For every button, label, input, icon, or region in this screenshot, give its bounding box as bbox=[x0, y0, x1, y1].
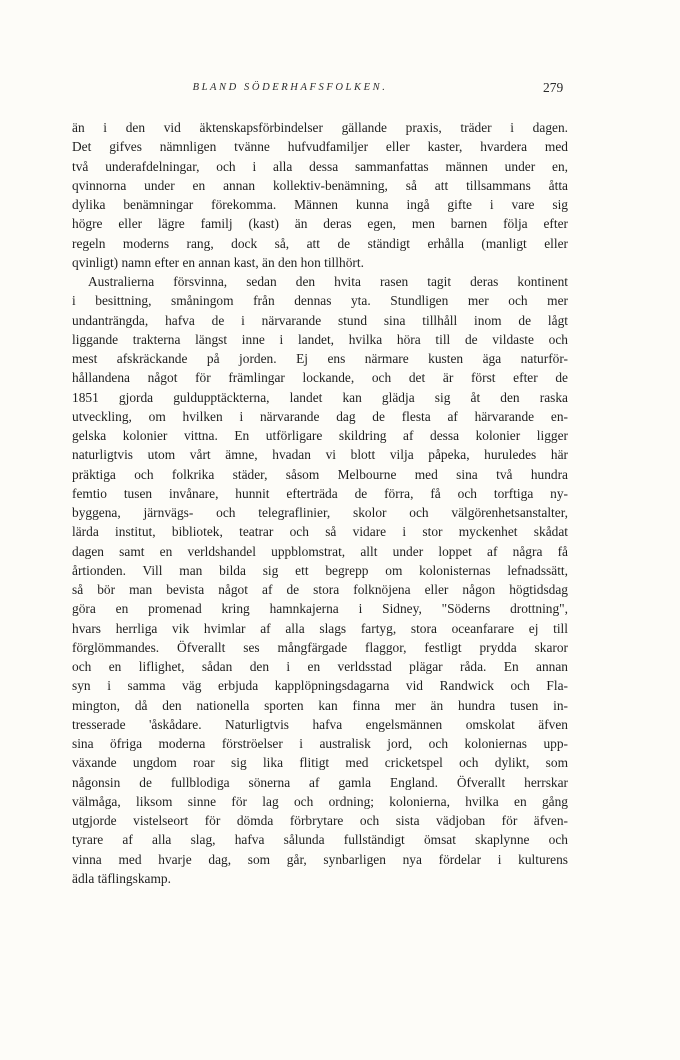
text-line: dagen samt en verldshandel uppblomstrat, allt under loppet af några få bbox=[72, 543, 568, 559]
text-line: ädla täflingskamp. bbox=[72, 870, 171, 886]
text-line: göra en promenad kring hamnkajerna i Sidney, "Söderns drottning", bbox=[72, 601, 568, 617]
text-line: 1851 gjorda guldupptäckterna, landet kan glädja sig åt den raska bbox=[72, 389, 568, 405]
text-line: utgjorde vistelseort för dömda förbrytare och sista vädjoban för äfven- bbox=[72, 813, 568, 828]
text-line: dylika benämningar förekomma. Männen kunna ingå gifte i vare sig bbox=[72, 197, 568, 212]
text-line: qvinligt) namn efter en annan kast, än den hon tillhört. bbox=[72, 254, 364, 270]
text-line: femtio tusen invånare, hunnit efterträda de förra, få och torftiga ny- bbox=[72, 485, 568, 501]
text-line: hållandena något för främlingar lockande, och det är först efter de bbox=[72, 370, 568, 386]
text-line: högre eller lägre familj (kast) än deras egen, men barnen följa efter bbox=[72, 216, 568, 232]
running-title: BLAND SÖDERHAFSFOLKEN. bbox=[192, 82, 388, 93]
text-line: växande ungdom roar sig lika flitigt med cricketspel och dylikt, som bbox=[72, 755, 568, 771]
text-line: årtionden. Vill man bilda sig ett begrepp om kolonisternas lefnadssätt, bbox=[72, 562, 568, 578]
text-line: liggande trakterna längst inne i landet, hvilka höra till de vildaste och bbox=[72, 331, 568, 347]
text-line: byggena, järnvägs- och telegraflinier, skolor och välgörenhetsanstalter, bbox=[72, 505, 568, 520]
text-line: regeln moderns rang, dock så, att de ständigt erhålla (manligt eller bbox=[72, 235, 568, 251]
text-line: i besittning, småningom från dennas yta. Stundligen mer och mer bbox=[72, 293, 568, 309]
text-line: två underafdelningar, och i alla dessa sammanfattas männen under en, bbox=[72, 158, 568, 174]
text-line: Australierna försvinna, sedan den hvita rasen tagit deras kontinent bbox=[88, 274, 568, 289]
text-line: sina öfriga moderna förströelser i australisk jord, och koloniernas upp- bbox=[72, 736, 568, 751]
text-line: tresserade 'åskådare. Naturligtvis hafva engelsmännen omskolat äfven bbox=[72, 716, 568, 732]
text-line: syn i samma väg erbjuda kapplöpningsdagarna vid Randwick och Fla- bbox=[72, 678, 568, 694]
text-line: tyrare af alla slag, hafva sålunda fullständigt ömsat skaplynne och bbox=[72, 832, 568, 848]
text-line: gelska kolonier vittna. En utförligare skildring af dessa kolonier ligger bbox=[72, 428, 568, 443]
text-line: än i den vid äktenskapsförbindelser gällande praxis, träder i dagen. bbox=[72, 120, 568, 135]
text-line: naturligtvis utom vårt ämne, hvadan vi blott vilja påpeka, huruledes här bbox=[72, 447, 568, 463]
text-line: präktiga och folkrika städer, såsom Melbourne med sina två hundra bbox=[72, 466, 568, 482]
text-line: så bör man bevista något af de stora folknöjena eller någon högtidsdag bbox=[72, 582, 568, 597]
text-line: mington, då den nationella sporten kan finna mer än hundra tusen in- bbox=[72, 697, 568, 713]
text-line: mest afskräckande på jorden. Ej ens närmare kusten äga naturför- bbox=[72, 351, 568, 366]
text-line: utveckling, om hvilken i närvarande dag de flesta af härvarande en- bbox=[72, 408, 568, 424]
text-line: och en liflighet, sådan den i en verldsstad plägar råda. En annan bbox=[72, 659, 568, 674]
text-line: någonsin de fullblodiga sönerna af gamla England. Öfverallt herrskar bbox=[72, 774, 568, 790]
text-line: vinna med hvarje dag, som går, synbarligen nya fördelar i kulturens bbox=[72, 851, 568, 867]
body-text bbox=[72, 118, 568, 888]
text-line: förglömmandes. Öfverallt ses mångfärgade flaggor, festligt prydda skaror bbox=[72, 639, 568, 655]
text-line: qvinnorna under en annan kollektiv-benämning, så att tillsammans åtta bbox=[72, 177, 568, 193]
page-number: 279 bbox=[543, 80, 564, 95]
text-line: välmåga, liksom sinne för lag och ordning; kolonierna, hvilka en gång bbox=[72, 793, 568, 809]
text-line: Det gifves nämnligen tvänne hufvudfamiljer eller kaster, hvardera med bbox=[72, 139, 568, 155]
text-line: undanträngda, hafva de i närvarande stund sina tillhåll inom de lågt bbox=[72, 312, 568, 328]
text-line: lärda institut, bibliotek, teatrar och så vidare i stor myckenhet skådat bbox=[72, 524, 568, 540]
text-line: hvars herrliga vik hvimlar af alla slags fartyg, stora oceanfarare ej till bbox=[72, 620, 568, 636]
